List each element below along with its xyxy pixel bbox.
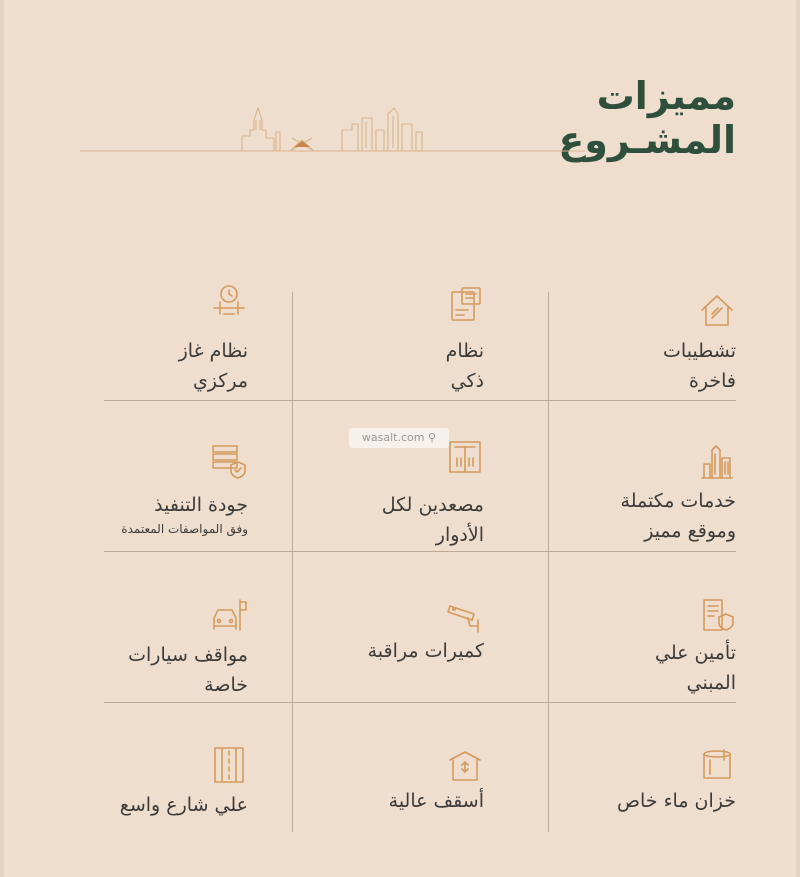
feature-quality-line1: جودة التنفيذ [154,494,248,516]
feature-insurance-line1: تأمين علي [655,642,736,664]
grid-divider-horizontal-1 [104,400,736,401]
skyline-illustration [80,100,585,158]
feature-cameras-line1: كميرات مراقبة [367,640,484,662]
feature-parking-line1: مواقف سيارات [128,644,248,666]
watermark [349,428,449,448]
grid-divider-horizontal-2 [104,551,736,552]
feature-elevators-line1: مصعدين لكل [381,494,484,516]
high-ceiling-icon [446,748,484,786]
gas-meter-icon [210,282,248,320]
watermark-text: wasalt.com [361,431,425,444]
page-title-line2: المشـروع [558,118,736,162]
feature-finishes-line1: تشطيبات [663,340,736,362]
page-edge-left [0,0,4,877]
feature-quality-line2: وفق المواصفات المعتمدة [121,522,248,536]
feature-services-line1: خدمات مكتملة [620,490,736,512]
water-tank-icon [698,746,736,784]
feature-gas-line1: نظام غاز [178,340,248,362]
grid-divider-horizontal-3 [104,702,736,703]
features-grid [104,292,736,832]
house-icon [698,292,736,330]
wide-street-icon [210,746,248,784]
page-title-line1: مميزات [596,74,736,118]
feature-street-line1: علي شارع واسع [119,794,248,816]
feature-smart-line2: ذكي [450,370,484,392]
feature-parking-line2: خاصة [204,674,248,696]
smart-panel-icon [446,286,484,324]
feature-water-line1: خزان ماء خاص [617,790,736,812]
elevator-icon [446,438,484,476]
feature-smart-line1: نظام [445,340,484,362]
feature-insurance-line2: المبني [686,672,736,694]
feature-ceilings-line1: أسقف عالية [388,790,484,812]
feature-gas-line2: مركزي [192,370,248,392]
page-edge-right [796,0,800,877]
security-camera-icon [446,598,484,636]
quality-shield-icon [210,442,248,480]
feature-elevators-line2: الأدوار [435,524,484,546]
feature-finishes-line2: فاخرة [688,370,736,392]
grid-divider-vertical-2 [292,292,293,832]
city-buildings-icon [698,444,736,482]
location-pin-icon: ⚲ [428,431,437,444]
parking-car-icon [210,596,248,634]
grid-divider-vertical-1 [548,292,549,832]
feature-services-line2: وموقع مميز [644,520,736,542]
insurance-document-icon [698,596,736,634]
